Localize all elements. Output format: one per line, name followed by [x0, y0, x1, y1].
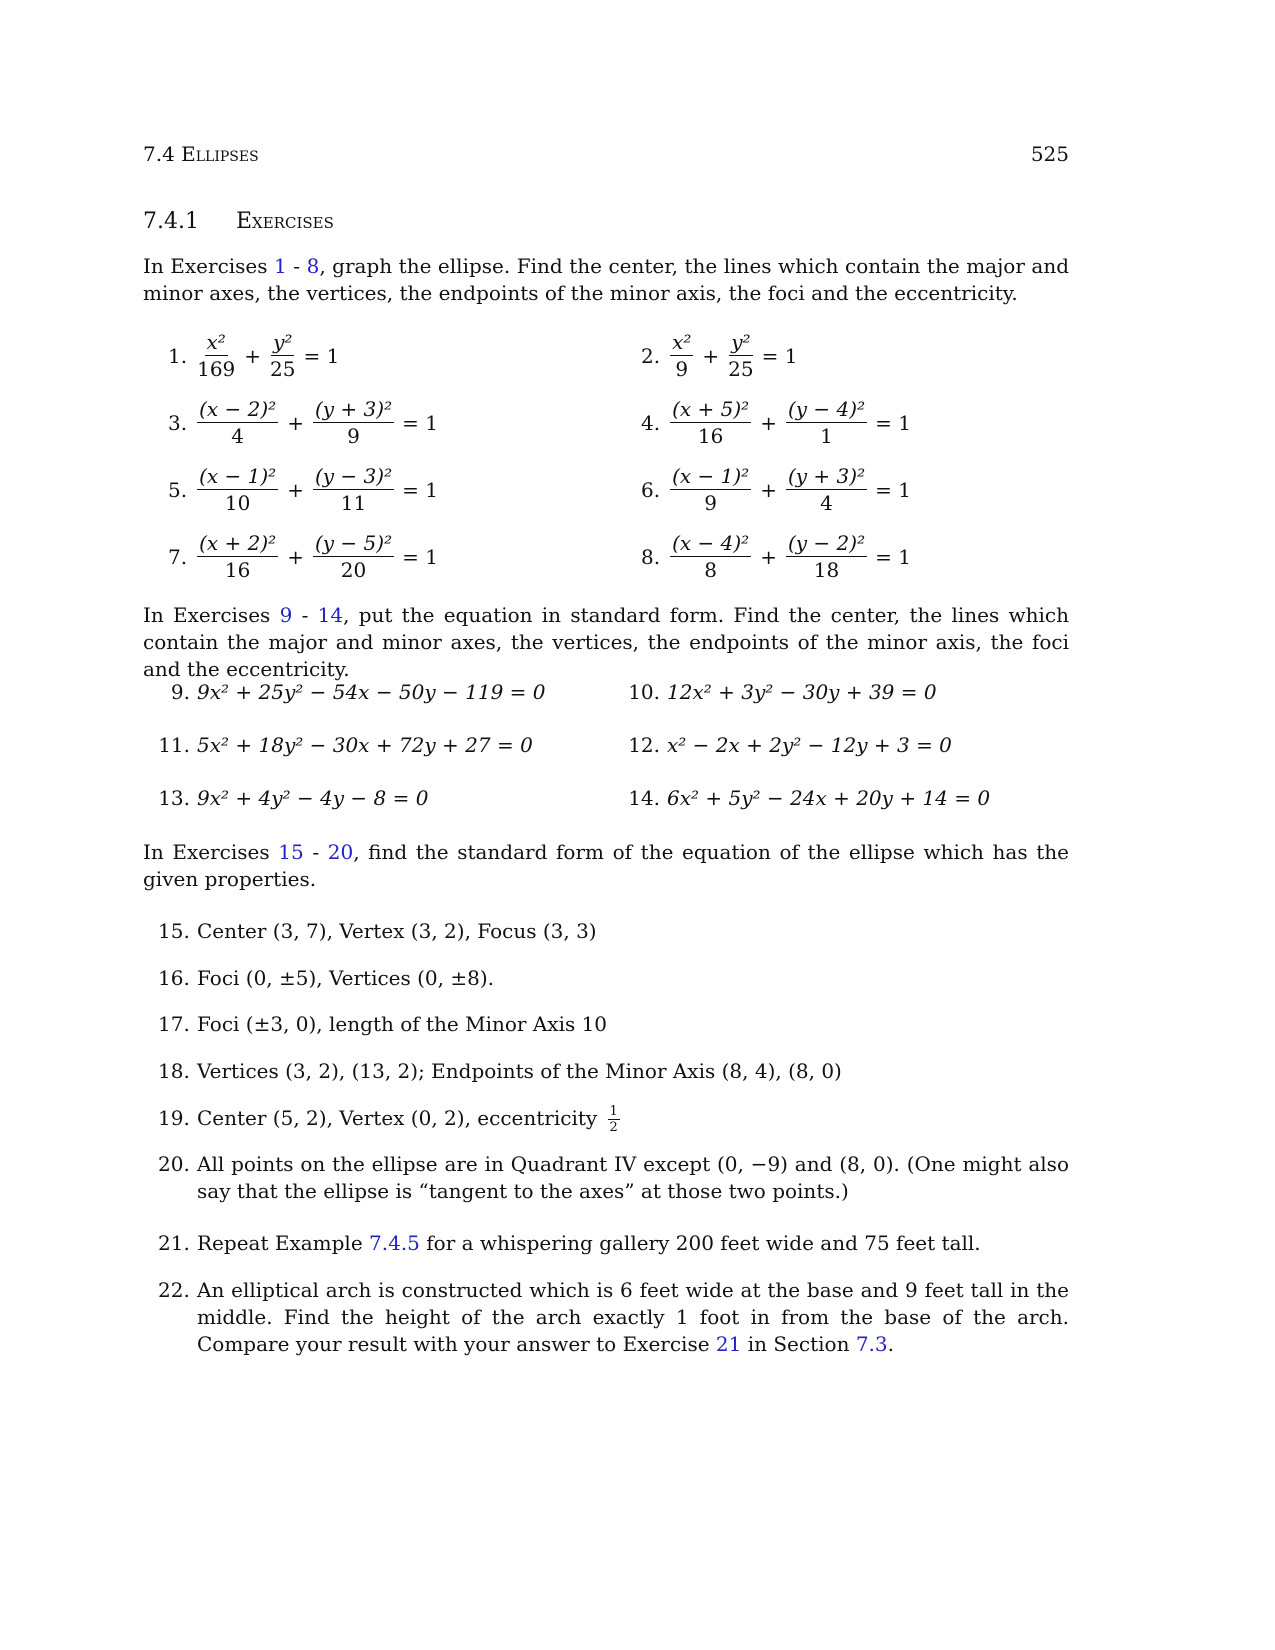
exercise-number: 12.: [628, 733, 660, 757]
exercise-number: 7.: [168, 544, 188, 569]
exercise-4: [641, 397, 911, 448]
denominator: 1: [820, 424, 833, 448]
text: -: [303, 840, 328, 864]
fraction: [786, 397, 867, 448]
text: , graph the ellipse. Find the center, the lines which contain the major and minor axes, the vertices, the endpoints of the minor axis, the foci and the eccentricity.: [143, 254, 1069, 305]
exercise-5: [168, 464, 438, 515]
plus-sign: +: [702, 343, 720, 368]
exercise-number: 2.: [641, 343, 661, 368]
plus-sign: +: [244, 343, 262, 368]
exercise-number: 3.: [168, 410, 188, 435]
fraction: [728, 330, 753, 381]
exercise-link[interactable]: 9: [279, 603, 293, 627]
fraction: [313, 464, 394, 515]
exercise-number: 17.: [158, 1012, 190, 1036]
exercise-number: 20.: [158, 1152, 190, 1176]
exercise-number: 9.: [170, 680, 190, 704]
equation: 5x² + 18y² − 30x + 72y + 27 = 0: [197, 733, 533, 757]
plus-sign: +: [760, 477, 777, 502]
exercise-13: [150, 786, 428, 810]
exercise-19: [158, 1105, 1069, 1134]
exercise-9: [150, 680, 546, 704]
exercise-number: 19.: [158, 1106, 190, 1130]
exercise-1: [168, 330, 339, 381]
exercise-link[interactable]: 14: [317, 603, 344, 627]
denominator: 2: [609, 1120, 618, 1135]
exercise-11: [150, 733, 533, 757]
exercise-number: 15.: [158, 919, 190, 943]
text: .: [887, 1332, 894, 1356]
numerator: (x − 1)²: [672, 464, 750, 488]
intro-paragraph-3: [143, 839, 1069, 893]
text: Center (5, 2), Vertex (0, 2), eccentricity: [197, 1106, 604, 1130]
denominator: 8: [704, 558, 718, 582]
numerator: (y + 3)²: [787, 464, 866, 488]
exercise-17: [158, 1011, 1069, 1038]
exercise-number: 1.: [168, 343, 188, 368]
exercise-number: 14.: [628, 786, 660, 810]
fraction: [786, 531, 867, 582]
text: in Section: [741, 1332, 856, 1356]
fraction: [197, 330, 235, 381]
exercise-text: [197, 1230, 1069, 1257]
exercise-number: 13.: [158, 786, 190, 810]
equation: x² − 2x + 2y² − 12y + 3 = 0: [667, 733, 952, 757]
equation: 9x² + 25y² − 54x − 50y − 119 = 0: [197, 680, 546, 704]
numerator: (y − 4)²: [787, 397, 866, 421]
section-number: 7.4.1: [143, 209, 199, 234]
fraction: [313, 531, 394, 582]
exercise-link[interactable]: 15: [278, 840, 304, 864]
exercise-7: [168, 531, 438, 582]
equation-rhs: = 1: [875, 544, 911, 569]
exercise-2: [641, 330, 797, 381]
denominator: 169: [197, 357, 236, 381]
intro-paragraph-1: [143, 253, 1069, 307]
denominator: 10: [224, 491, 251, 515]
equation-rhs: = 1: [402, 544, 438, 569]
equation-rhs: = 1: [875, 477, 911, 502]
denominator: 4: [231, 424, 245, 448]
denominator: 16: [697, 424, 724, 448]
denominator: 20: [340, 558, 367, 582]
plus-sign: +: [760, 410, 777, 435]
exercise-18: [158, 1058, 1069, 1085]
denominator: 18: [813, 558, 840, 582]
equation-rhs: = 1: [402, 410, 438, 435]
equation-rhs: = 1: [402, 477, 438, 502]
fraction: [786, 464, 867, 515]
exercise-number: 6.: [641, 477, 661, 502]
numerator: x²: [206, 330, 226, 354]
denominator: 16: [224, 558, 251, 582]
exercise-number: 22.: [158, 1278, 190, 1302]
exercise-link[interactable]: 20: [327, 840, 354, 864]
numerator: (x + 2)²: [199, 531, 277, 555]
numerator: (x − 4)²: [672, 531, 750, 555]
exercise-number: 18.: [158, 1059, 190, 1083]
exercise-20: [158, 1151, 1069, 1205]
intro-paragraph-2: [143, 602, 1069, 683]
denominator: 9: [347, 424, 360, 448]
fraction: [670, 330, 693, 381]
exercise-text: [197, 1277, 1069, 1358]
exercise-22: [158, 1277, 1069, 1358]
numerator: (y − 5)²: [314, 531, 393, 555]
text: In Exercises: [143, 254, 275, 278]
exercise-text: Vertices (3, 2), (13, 2); Endpoints of the Minor Axis (8, 4), (8, 0): [197, 1059, 842, 1083]
exercise-link[interactable]: 8: [306, 254, 320, 278]
text: In Exercises: [143, 840, 279, 864]
text: , find the standard form of the equation of the ellipse which has the given properties.: [143, 840, 1069, 891]
equation: 6x² + 5y² − 24x + 20y + 14 = 0: [667, 786, 991, 810]
plus-sign: +: [760, 544, 777, 569]
numerator: (x − 2)²: [199, 397, 277, 421]
text: -: [286, 254, 307, 278]
text: An elliptical arch is constructed which is 6 feet wide at the base and 9 feet tall in the middle. Find the height of the arch exactly 1 foot in from the base of the arch. Compare your result with your answer to Exercise: [197, 1278, 1069, 1356]
fraction: [197, 531, 278, 582]
numerator: (y − 3)²: [314, 464, 393, 488]
exercise-6: [641, 464, 911, 515]
exercise-number: 8.: [641, 544, 661, 569]
exercise-3: [168, 397, 438, 448]
text: In Exercises: [143, 603, 280, 627]
numerator: (y + 3)²: [314, 397, 393, 421]
section-link[interactable]: 7.3: [855, 1332, 888, 1356]
fraction: [608, 1105, 620, 1134]
denominator: 11: [340, 491, 367, 515]
numerator: (x − 1)²: [199, 464, 277, 488]
running-header-section: 7.4 Ellipses: [143, 142, 259, 166]
denominator: 9: [675, 357, 689, 381]
equation-rhs: = 1: [875, 410, 911, 435]
text: -: [292, 603, 318, 627]
exercise-text: All points on the ellipse are in Quadrant IV except (0, −9) and (8, 0). (One might also say that the ellipse is “tangent to the axes” at those two points.): [197, 1152, 1069, 1203]
plus-sign: +: [287, 410, 304, 435]
exercise-16: [158, 965, 1069, 992]
exercise-link[interactable]: 1: [274, 254, 287, 278]
text: Repeat Example: [197, 1231, 370, 1255]
plus-sign: +: [287, 477, 304, 502]
numerator: x²: [672, 330, 692, 354]
fraction: [670, 531, 751, 582]
exercise-10: [620, 680, 937, 704]
exercise-text: Foci (±3, 0), length of the Minor Axis 10: [197, 1012, 608, 1036]
exercise-8: [641, 531, 911, 582]
exercise-text: Foci (0, ±5), Vertices (0, ±8).: [197, 966, 495, 990]
fraction: [670, 397, 751, 448]
fraction: [670, 464, 751, 515]
exercise-21: [158, 1230, 1069, 1257]
section-title: Exercises: [235, 209, 334, 234]
exercise-12: [620, 733, 952, 757]
exercise-text: [197, 1105, 1069, 1134]
exercise-number: 21.: [158, 1231, 190, 1255]
exercise-14: [620, 786, 990, 810]
plus-sign: +: [287, 544, 304, 569]
equation-rhs: = 1: [761, 343, 798, 368]
denominator: 25: [728, 357, 754, 381]
exercise-link[interactable]: 21: [715, 1332, 742, 1356]
exercise-number: 16.: [158, 966, 190, 990]
numerator: (y − 2)²: [787, 531, 866, 555]
exercise-15: [158, 918, 1069, 945]
exercise-number: 5.: [168, 477, 188, 502]
equation: 12x² + 3y² − 30y + 39 = 0: [667, 680, 937, 704]
exercise-number: 11.: [158, 733, 190, 757]
denominator: 4: [820, 491, 833, 515]
example-link[interactable]: 7.4.5: [369, 1231, 420, 1255]
denominator: 9: [704, 491, 718, 515]
exercise-text: Center (3, 7), Vertex (3, 2), Focus (3, 3): [197, 919, 597, 943]
fraction: [197, 397, 278, 448]
numerator: (x + 5)²: [672, 397, 750, 421]
section-heading: [143, 209, 334, 234]
numerator: y²: [273, 330, 293, 354]
denominator: 25: [270, 357, 296, 381]
fraction: [313, 397, 394, 448]
numerator: 1: [609, 1104, 618, 1119]
fraction: [197, 464, 278, 515]
page-number: 525: [1030, 142, 1069, 166]
fraction: [270, 330, 295, 381]
equation: 9x² + 4y² − 4y − 8 = 0: [197, 786, 429, 810]
text: for a whispering gallery 200 feet wide and 75 feet tall.: [419, 1231, 981, 1255]
text: , put the equation in standard form. Find the center, the lines which contain the major and minor axes, the vertices, the endpoints of the minor axis, the foci and the eccentricity.: [143, 603, 1069, 681]
equation-rhs: = 1: [303, 343, 340, 368]
numerator: y²: [731, 330, 751, 354]
exercise-number: 4.: [641, 410, 661, 435]
exercise-number: 10.: [628, 680, 660, 704]
